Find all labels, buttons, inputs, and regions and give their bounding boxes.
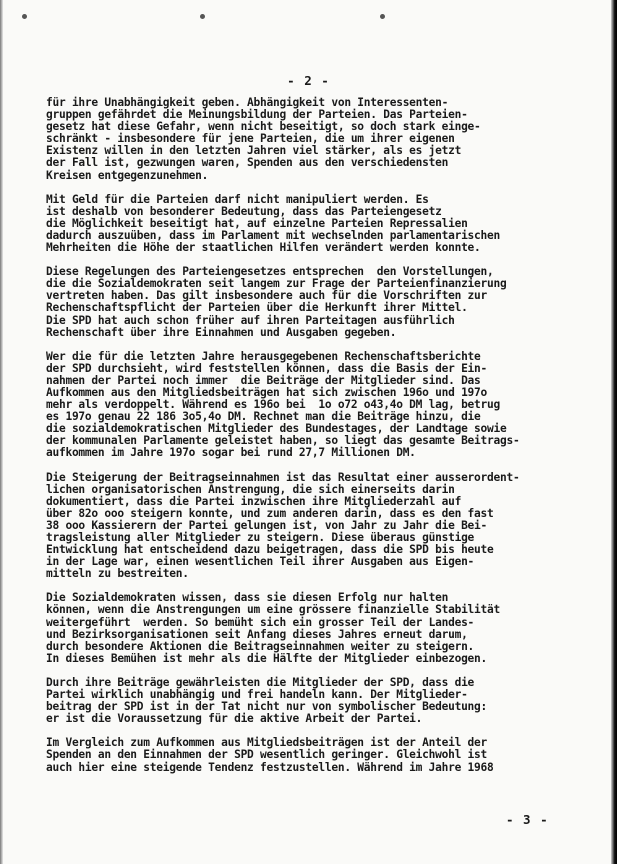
text-line: dokumentiert, dass die Partei inzwischen ihre Mitgliederzahl auf: [46, 494, 462, 508]
paragraph: [46, 472, 586, 581]
scan-mark: [200, 14, 205, 19]
paragraph: [46, 592, 586, 665]
text-line: er ist die Voraussetzung für die aktive Arbeit der Partei.: [46, 712, 423, 726]
paragraph: [46, 351, 586, 460]
scan-mark: [22, 14, 27, 19]
text-line: Kreisen entgegenzunehmen.: [46, 168, 209, 182]
paragraph: [46, 97, 586, 182]
text-line: tragsleistung aller Mitglieder zu steigern. Diese überaus günstige: [46, 531, 475, 544]
text-line: für ihre Unabhängigkeit geben. Abhängigkeit von Interessenten-: [46, 96, 449, 109]
scan-edge-left: [0, 0, 3, 864]
text-line: Existenz willen in den letzten Jahren viel stärker, als es jetzt: [46, 144, 462, 158]
scan-edge-right: [611, 0, 617, 864]
text-line: es 197o genau 22 186 3o5,4o DM. Rechnet man die Beiträge hinzu, die: [46, 410, 481, 424]
text-line: vertreten haben. Das gilt insbesondere auch für die Vorschriften zur: [46, 289, 488, 303]
text-line: der SPD durchsieht, wird feststellen können, dass die Basis der Ein-: [46, 361, 488, 375]
text-line: ist deshalb von besonderer Bedeutung, dass das Parteiengesetz: [46, 204, 442, 218]
text-line: auch hier eine steigende Tendenz festzustellen. Während im Jahre 1968: [46, 760, 494, 774]
text-line: mehr als verdoppelt. Während es 196o bei 1o o72 o43,4o DM lag, betrug: [46, 398, 500, 412]
text-line: Entwicklung hat entscheidend dazu beigetragen, dass die SPD bis heute: [46, 543, 494, 557]
text-line: Die Steigerung der Beitragseinnahmen ist das Resultat einer ausserordent-: [46, 470, 520, 484]
text-line: aufkommen im Jahre 197o sogar bei rund 27,7 Millionen DM.: [46, 446, 416, 460]
text-line: die Möglichkeit beseitigt hat, auf einzelne Parteien Repressalien: [46, 216, 468, 230]
text-line: in der Lage war, einen wesentlichen Teil ihrer Ausgaben aus Eigen-: [46, 555, 475, 569]
text-line: durch besondere Aktionen die Beitragseinnahmen weiter zu steigern.: [46, 639, 475, 653]
text-line: über 82o ooo steigern konnte, und zum anderen darin, dass es den fast: [46, 506, 494, 520]
text-line: beitrag der SPD ist in der Tat nicht nur von symbolischer Bedeutung:: [46, 700, 488, 714]
text-line: nahmen der Partei noch immer die Beiträge der Mitglieder sind. Das: [46, 373, 481, 387]
text-line: Wer die für die letzten Jahre herausgegebenen Rechenschaftsberichte: [46, 349, 481, 363]
paragraph: [46, 194, 586, 254]
continuation-marker: - 3 -: [506, 812, 549, 827]
text-line: mitteln zu bestreiten.: [46, 567, 189, 581]
text-line: Rechenschaft über ihre Einnahmen und Ausgaben gegeben.: [46, 325, 397, 339]
text-line: Durch ihre Beiträge gewährleisten die Mitglieder der SPD, dass die: [46, 675, 475, 689]
text-line: der Fall ist, gezwungen waren, Spenden aus den verschiedensten: [46, 156, 449, 170]
text-line: lichen organisatorischen Anstrengung, die sich einerseits darin: [46, 482, 455, 496]
text-line: Aufkommen aus den Mitgliedsbeiträgen hat sich zwischen 196o und 197o: [46, 385, 488, 399]
text-line: Die SPD hat auch schon früher auf ihren Parteitagen ausführlich: [46, 313, 455, 327]
text-line: die die Sozialdemokraten seit langem zur Frage der Parteienfinanzierung: [46, 277, 507, 291]
text-line: weitergeführt werden. So bemüht sich ein grosser Teil der Landes-: [46, 615, 475, 629]
page-number: - 2 -: [287, 73, 330, 88]
text-line: Diese Regelungen des Parteiengesetzes entsprechen den Vorstellungen,: [46, 265, 494, 279]
paragraph: [46, 266, 586, 339]
text-line: Die Sozialdemokraten wissen, dass sie diesen Erfolg nur halten: [46, 591, 449, 605]
text-line: Mit Geld für die Parteien darf nicht manipuliert werden. Es: [46, 192, 429, 206]
text-line: schränkt - insbesondere für jene Parteien, die um ihrer eigenen: [46, 132, 455, 146]
text-line: Mehrheiten die Höhe der staatlichen Hilfen verändert werden konnte.: [46, 241, 481, 255]
text-line: gesetz hat diese Gefahr, wenn nicht beseitigt, so doch stark einge-: [46, 120, 481, 134]
text-line: dadurch auszuüben, dass im Parlament mit wechselnden parlamentarischen: [46, 228, 500, 242]
text-line: die sozialdemokratischen Mitglieder des Bundestages, der Landtage sowie: [46, 422, 507, 436]
text-line: können, wenn die Anstrengungen um eine grössere finanzielle Stabilität: [46, 603, 500, 617]
document-body: [46, 97, 586, 786]
text-line: Partei wirklich unabhängig und frei handeln kann. Der Mitglieder-: [46, 688, 468, 702]
text-line: der kommunalen Parlamente geleistet haben, so liegt das gesamte Beitrags-: [46, 434, 520, 448]
scan-mark: [380, 14, 385, 19]
text-line: und Bezirksorganisationen seit Anfang dieses Jahres erneut darum,: [46, 627, 468, 641]
text-line: Rechenschaftspflicht der Parteien über die Herkunft ihrer Mittel.: [46, 301, 468, 315]
text-line: Spenden an den Einnahmen der SPD wesentlich geringer. Gleichwohl ist: [46, 748, 488, 762]
paragraph: [46, 677, 586, 725]
text-line: 38 ooo Kassierern der Partei gelungen ist, von Jahr zu Jahr die Bei-: [46, 518, 488, 532]
paragraph: [46, 737, 586, 773]
text-line: In dieses Bemühen ist mehr als die Hälfte der Mitglieder einbezogen.: [46, 651, 488, 665]
text-line: gruppen gefährdet die Meinungsbildung der Parteien. Das Parteien-: [46, 108, 468, 122]
text-line: Im Vergleich zum Aufkommen aus Mitgliedsbeiträgen ist der Anteil der: [46, 736, 488, 750]
